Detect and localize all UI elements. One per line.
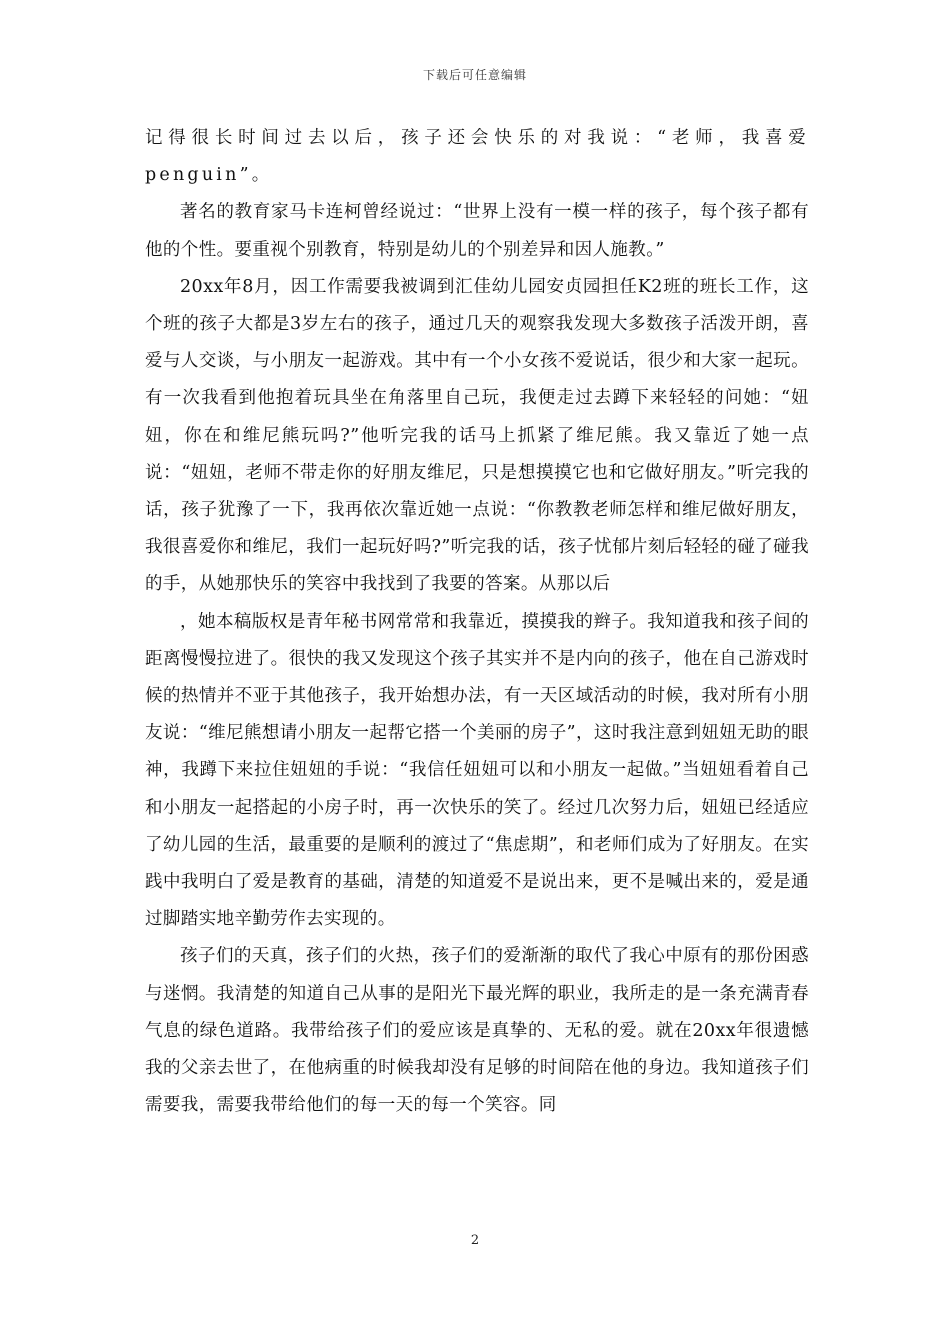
- paragraph: 20xx年8月，因工作需要我被调到汇佳幼儿园安贞园担任K2班的班长工作，这个班的孩子大都是3岁左右的孩子，通过几天的观察我发现大多数孩子活泼开朗，喜爱与人交谈，与小朋友一起游戏。其中有一个小女孩不爱说话，很少和大家一起玩。有一次我看到他抱着玩具坐在角落里自己玩，我便走过去蹲下来轻轻的问她：“妞妞，你在和维尼熊玩吗?”他听完我的话马上抓紧了维尼熊。我又靠近了她一点说：“妞妞，老师不带走你的好朋友维尼，只是想摸摸它也和它做好朋友。”听完我的话，孩子犹豫了一下，我再依次靠近她一点说：“你教教老师怎样和维尼做好朋友，我很喜爱你和维尼，我们一起玩好吗?”听完我的话，孩子忧郁片刻后轻轻的碰了碰我的手，从她那快乐的笑容中我找到了我要的答案。从那以后: [145, 276, 809, 595]
- page-number: 2: [470, 1233, 480, 1248]
- document-body: [145, 120, 809, 1124]
- paragraph: 孩子们的天真，孩子们的火热，孩子们的爱渐渐的取代了我心中原有的那份困惑与迷惘。我清楚的知道自己从事的是阳光下最光辉的职业，我所走的是一条充满青春气息的绿色道路。我带给孩子们的爱应该是真挚的、无私的爱。就在20xx年很遗憾我的父亲去世了，在他病重的时候我却没有足够的时间陪在他的身边。我知道孩子们需要我，需要我带给他们的每一天的每一个笑容。同: [145, 946, 809, 1116]
- paragraph: ，她本稿版权是青年秘书网常常和我靠近，摸摸我的辫子。我知道我和孩子间的距离慢慢拉进了。很快的我又发现这个孩子其实并不是内向的孩子，他在自己游戏时候的热情并不亚于其他孩子，我开始想办法，有一天区域活动的时候，我对所有小朋友说：“维尼熊想请小朋友一起帮它搭一个美丽的房子”，这时我注意到妞妞无助的眼神，我蹲下来拉住妞妞的手说：“我信任妞妞可以和小朋友一起做。”当妞妞看着自己和小朋友一起搭起的小房子时，再一次快乐的笑了。经过几次努力后，妞妞已经适应了幼儿园的生活，最重要的是顺利的渡过了“焦虑期”，和老师们成为了好朋友。在实践中我明白了爱是教育的基础，清楚的知道爱不是说出来，更不是喊出来的，爱是通过脚踏实地辛勤劳作去实现的。: [145, 611, 809, 930]
- paragraph: 著名的教育家马卡连柯曾经说过：“世界上没有一模一样的孩子，每个孩子都有他的个性。要重视个别教育，特别是幼儿的个别差异和因人施教。”: [145, 202, 809, 260]
- paragraph: 记得很长时间过去以后，孩子还会快乐的对我说：“老师，我喜爱penguin”。: [145, 128, 809, 186]
- page-header: 下载后可任意编辑: [422, 68, 527, 82]
